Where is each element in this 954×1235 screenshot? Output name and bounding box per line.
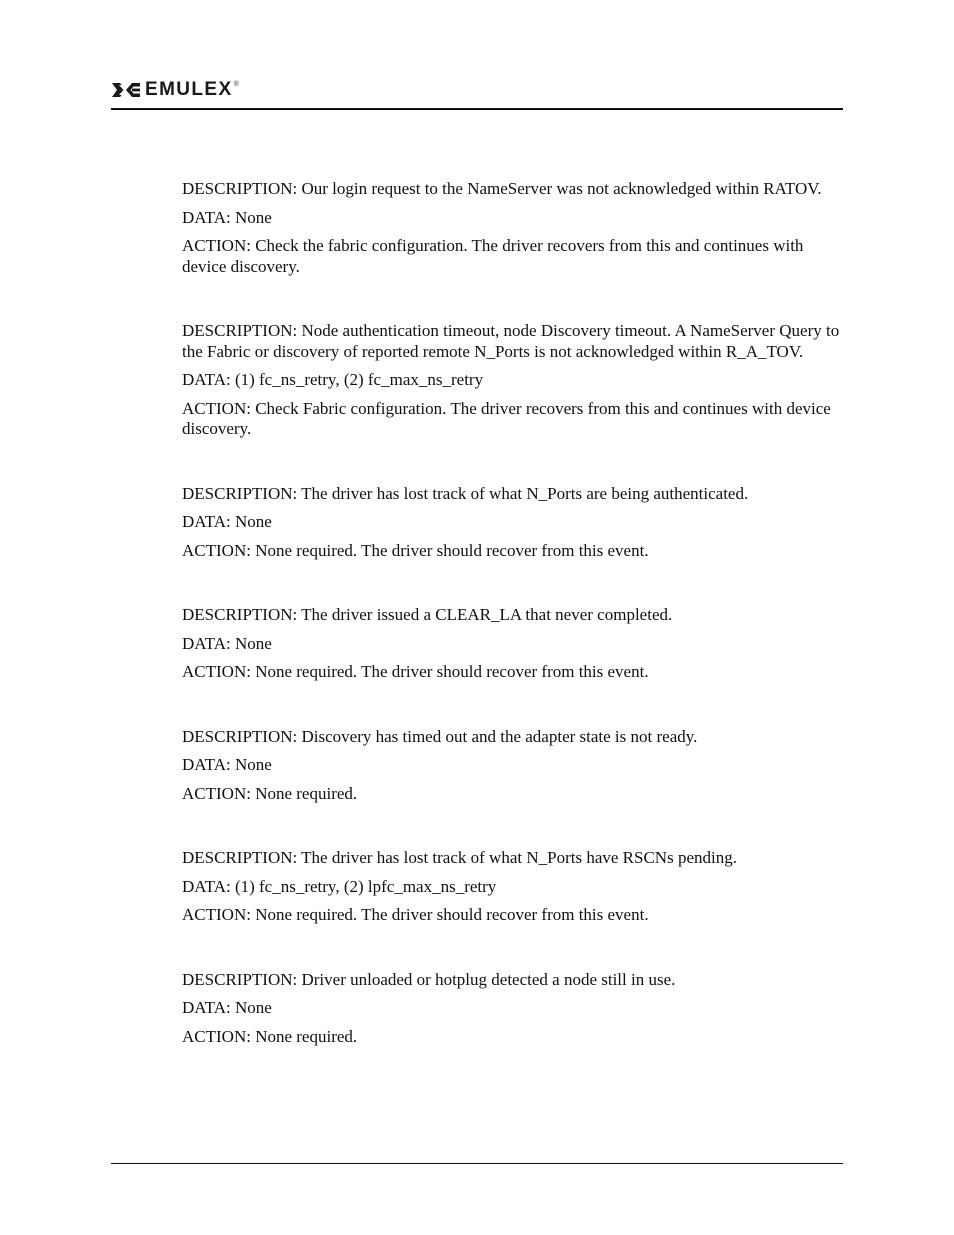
entry-action: ACTION: None required. The driver should recover from this event. xyxy=(182,662,649,681)
entry-data: DATA: None xyxy=(182,998,272,1017)
entry-description: DESCRIPTION: Discovery has timed out and the adapter state is not ready. xyxy=(182,726,698,746)
entry-action: ACTION: None required. xyxy=(182,783,358,803)
entry-description: DESCRIPTION: The driver has lost track of what N_Ports are being authenticated. xyxy=(182,483,749,503)
entry-data: DATA: None xyxy=(182,755,272,774)
entry-data: DATA: None xyxy=(182,512,272,531)
entry-action: ACTION: Check the fabric configuration. The driver recovers from this and continues with device discovery. xyxy=(182,236,804,276)
entry-description: DESCRIPTION: The driver has lost track of what N_Ports have RSCNs pending. xyxy=(182,848,737,867)
message-entry xyxy=(182,179,842,277)
brand-name: EMULEX xyxy=(145,79,233,100)
entry-description: DESCRIPTION: Our login request to the NameServer was not acknowledged within RATOV. xyxy=(182,179,822,198)
footer-divider xyxy=(111,1163,843,1164)
message-entry xyxy=(182,727,842,805)
entry-action: ACTION: Check Fabric configuration. The driver recovers from this and continues with device discovery. xyxy=(182,398,831,438)
emulex-logo-icon xyxy=(111,80,141,100)
page-header xyxy=(111,78,843,110)
entry-data: DATA: None xyxy=(182,207,272,227)
entry-data: DATA: (1) fc_ns_retry, (2) lpfc_max_ns_retry xyxy=(182,876,497,896)
entry-action: ACTION: None required. The driver should recover from this event. xyxy=(182,905,649,924)
message-entry xyxy=(182,484,842,562)
entry-data: DATA: None xyxy=(182,633,272,653)
entry-action: ACTION: None required. The driver should recover from this event. xyxy=(182,540,649,560)
emulex-logo xyxy=(111,78,239,102)
trademark-symbol: ® xyxy=(233,81,239,88)
message-list xyxy=(182,179,842,1047)
entry-data: DATA: (1) fc_ns_retry, (2) fc_max_ns_retry xyxy=(182,370,484,389)
header-divider xyxy=(111,108,843,110)
entry-description: DESCRIPTION: Node authentication timeout, node Discovery timeout. A NameServer Query to the Fabric or discovery of reported remote N_Ports is not acknowledged within R_A_TOV. xyxy=(182,321,840,361)
entry-description: DESCRIPTION: Driver unloaded or hotplug detected a node still in use. xyxy=(182,969,676,989)
message-entry xyxy=(182,605,842,683)
message-entry xyxy=(182,848,842,926)
message-entry xyxy=(182,321,842,440)
entry-description: DESCRIPTION: The driver issued a CLEAR_LA that never completed. xyxy=(182,605,673,624)
entry-action: ACTION: None required. xyxy=(182,1026,358,1046)
message-entry xyxy=(182,970,842,1048)
